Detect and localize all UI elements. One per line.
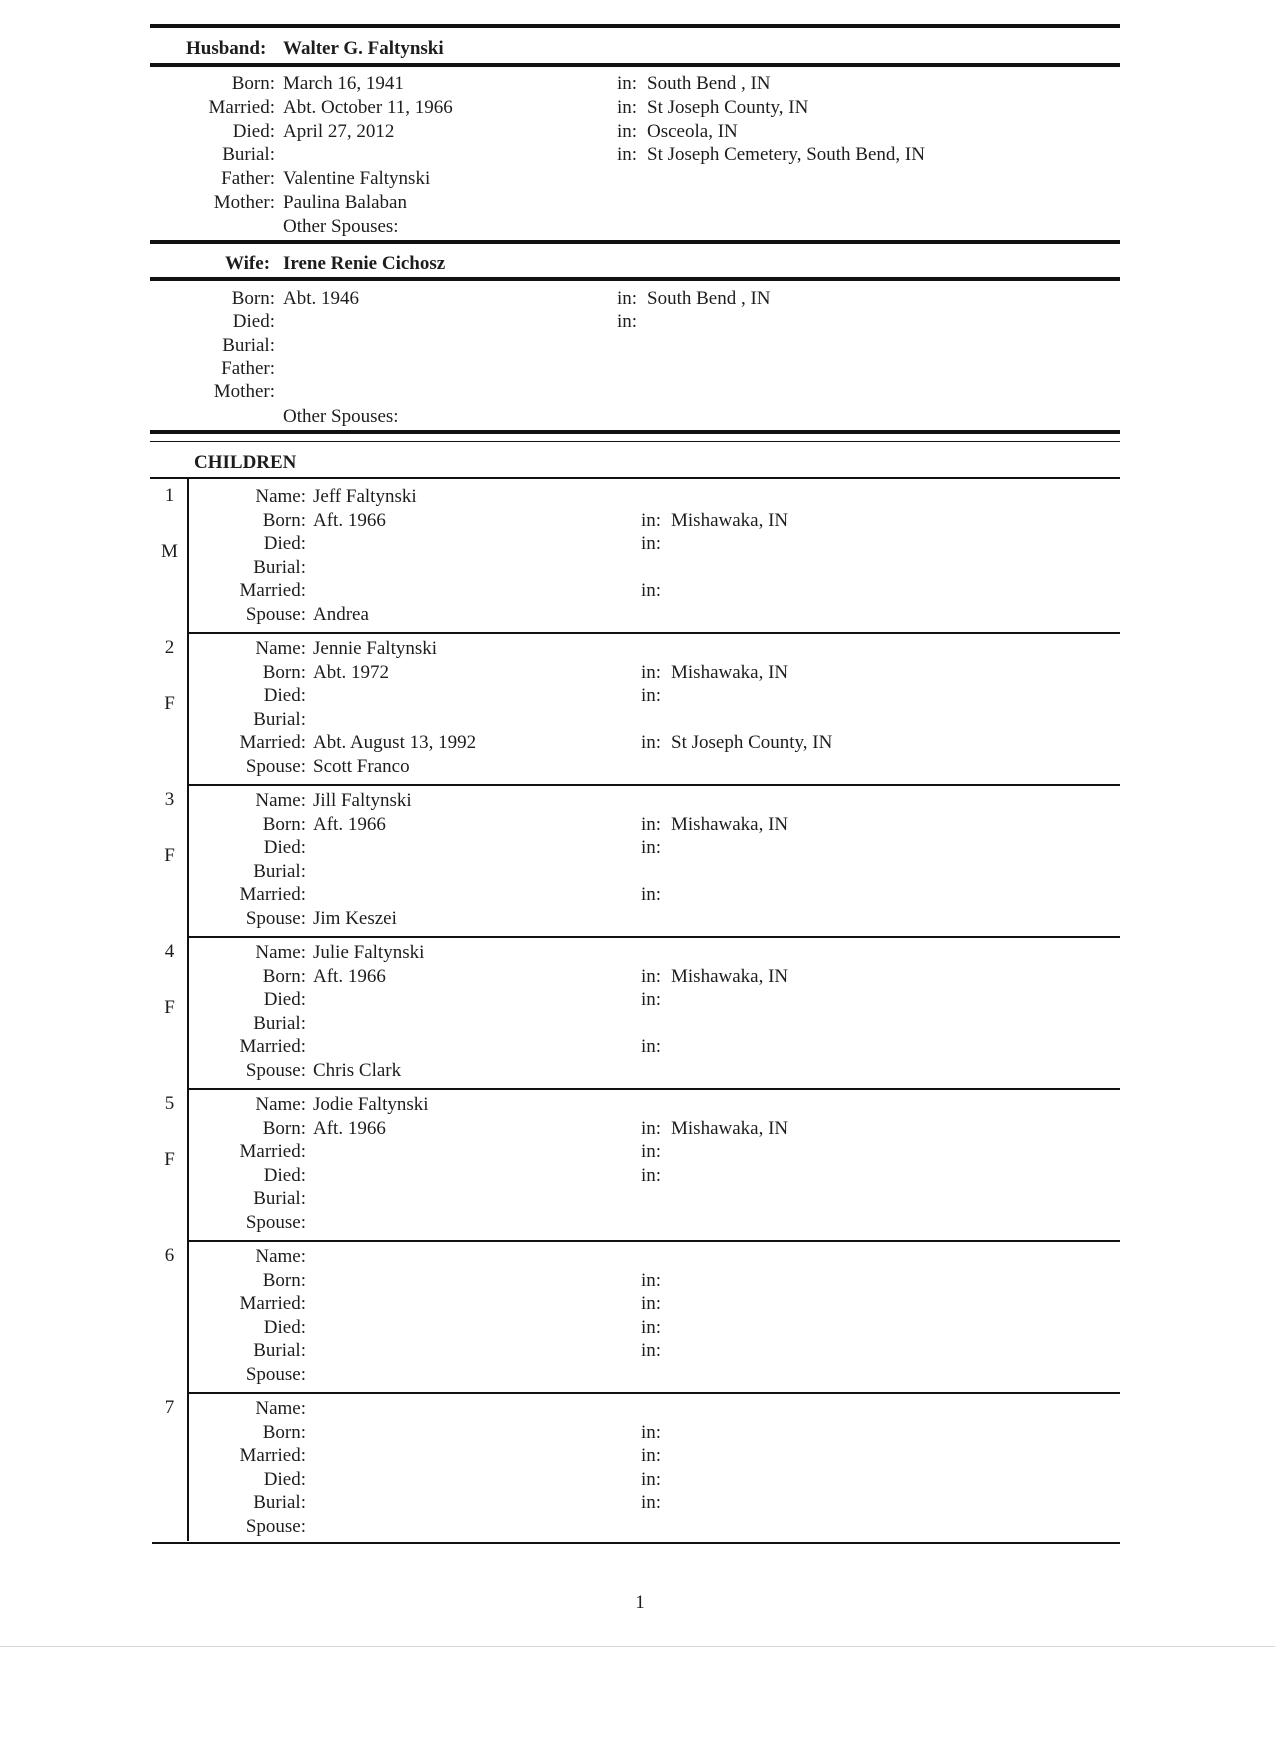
field-label: Born: bbox=[262, 1269, 306, 1291]
field-row bbox=[0, 883, 1275, 906]
location-label: in: bbox=[641, 1141, 662, 1163]
field-row bbox=[0, 755, 1275, 778]
child-sex: F bbox=[164, 997, 175, 1018]
field-row bbox=[0, 637, 1275, 660]
location-label: in: bbox=[641, 837, 662, 859]
location-label: in: bbox=[617, 73, 638, 94]
field-label: Burial: bbox=[253, 1188, 306, 1210]
field-value: Scott Franco bbox=[313, 756, 410, 777]
field-label: Died: bbox=[232, 120, 275, 142]
location-label: in: bbox=[617, 96, 638, 118]
field-value: Paulina Balaban bbox=[283, 192, 407, 213]
field-row bbox=[0, 1164, 1275, 1187]
child-sex: M bbox=[161, 541, 178, 562]
location-value: South Bend , IN bbox=[647, 288, 771, 309]
child-number: 3 bbox=[164, 789, 175, 810]
location-label: in: bbox=[641, 965, 662, 987]
field-label: Died: bbox=[263, 1316, 306, 1338]
location-label: in: bbox=[617, 311, 638, 333]
location-label: in: bbox=[641, 989, 662, 1011]
child-number: 4 bbox=[164, 941, 175, 962]
field-row bbox=[0, 1140, 1275, 1163]
field-label: Burial: bbox=[222, 144, 275, 166]
location-value: South Bend , IN bbox=[647, 73, 771, 94]
field-row bbox=[0, 1316, 1275, 1339]
field-label: Spouse: bbox=[245, 1060, 306, 1081]
location-label: in: bbox=[641, 732, 662, 754]
field-row bbox=[0, 1421, 1275, 1444]
field-label: Name: bbox=[255, 486, 306, 507]
field-label: Name: bbox=[255, 1246, 306, 1267]
field-row bbox=[0, 1339, 1275, 1362]
field-label: Married: bbox=[239, 1141, 306, 1163]
field-value: March 16, 1941 bbox=[283, 73, 404, 94]
field-label: Born: bbox=[262, 509, 306, 531]
child-separator bbox=[188, 1088, 1120, 1090]
field-row bbox=[0, 1292, 1275, 1315]
field-row bbox=[0, 836, 1275, 859]
field-label: Mother: bbox=[213, 192, 275, 213]
field-label: Spouse: bbox=[245, 908, 306, 929]
field-label: Married: bbox=[239, 1036, 306, 1058]
field-row bbox=[0, 1363, 1275, 1386]
field-label: Died: bbox=[263, 1164, 306, 1186]
location-value: Mishawaka, IN bbox=[671, 965, 789, 987]
top-rule bbox=[150, 24, 1120, 28]
field-row bbox=[0, 661, 1275, 684]
location-label: in: bbox=[641, 813, 662, 835]
field-label: Father: bbox=[221, 357, 275, 379]
field-row bbox=[0, 509, 1275, 532]
husband-label: Husband: bbox=[186, 38, 267, 59]
field-label: Married: bbox=[239, 580, 306, 602]
field-row bbox=[0, 731, 1275, 754]
location-value: Mishawaka, IN bbox=[671, 813, 789, 835]
field-label: Spouse: bbox=[245, 1364, 306, 1385]
location-label: in: bbox=[641, 1340, 662, 1362]
location-value: St Joseph County, IN bbox=[671, 732, 833, 754]
wife-header-rule bbox=[150, 277, 1120, 281]
children-top-thin-rule bbox=[150, 441, 1120, 442]
field-row bbox=[0, 907, 1275, 930]
field-label: Spouse: bbox=[245, 1212, 306, 1233]
children-header-rule bbox=[150, 477, 1120, 479]
field-row bbox=[0, 120, 1275, 143]
field-label: Spouse: bbox=[245, 604, 306, 625]
field-label: Name: bbox=[255, 1398, 306, 1419]
location-label: in: bbox=[641, 580, 662, 602]
field-label: Married: bbox=[239, 884, 306, 906]
field-value: Jodie Faltynski bbox=[313, 1094, 429, 1115]
field-value: April 27, 2012 bbox=[283, 120, 395, 142]
field-row bbox=[0, 789, 1275, 812]
field-value: Abt. 1946 bbox=[283, 288, 359, 309]
children-title: CHILDREN bbox=[194, 452, 297, 473]
field-label: Died: bbox=[263, 989, 306, 1011]
field-value: Andrea bbox=[313, 604, 369, 625]
field-label: Born: bbox=[262, 1117, 306, 1139]
location-label: in: bbox=[641, 884, 662, 906]
field-value: Aft. 1966 bbox=[313, 965, 386, 987]
children-top-rule bbox=[150, 430, 1120, 434]
field-label: Mother: bbox=[213, 381, 275, 403]
field-row bbox=[0, 813, 1275, 836]
field-value: Jim Keszei bbox=[313, 908, 397, 929]
child-separator bbox=[188, 1240, 1120, 1242]
wife-top-rule bbox=[150, 240, 1120, 244]
field-label: Spouse: bbox=[245, 756, 306, 777]
field-value: Abt. October 11, 1966 bbox=[283, 96, 453, 118]
location-label: in: bbox=[641, 685, 662, 707]
child-number: 2 bbox=[164, 637, 175, 658]
field-label: Died: bbox=[263, 1468, 306, 1490]
field-row bbox=[0, 988, 1275, 1011]
wife-other-spouses: Other Spouses: bbox=[283, 406, 399, 427]
child-separator bbox=[188, 632, 1120, 634]
location-label: in: bbox=[617, 120, 638, 142]
field-label: Name: bbox=[255, 790, 306, 811]
field-row bbox=[0, 1093, 1275, 1116]
field-label: Married: bbox=[208, 96, 275, 118]
field-label: Born: bbox=[262, 813, 306, 835]
field-row bbox=[0, 1491, 1275, 1514]
field-value: Aft. 1966 bbox=[313, 1117, 386, 1139]
field-label: Born: bbox=[231, 288, 275, 309]
field-row bbox=[0, 708, 1275, 731]
location-label: in: bbox=[641, 1492, 662, 1514]
field-row bbox=[0, 1515, 1275, 1538]
location-label: in: bbox=[641, 1316, 662, 1338]
field-label: Name: bbox=[255, 1094, 306, 1115]
field-label: Burial: bbox=[253, 1492, 306, 1514]
child-separator bbox=[188, 936, 1120, 938]
field-row bbox=[0, 1397, 1275, 1420]
field-value: Valentine Faltynski bbox=[283, 168, 431, 190]
location-value: Mishawaka, IN bbox=[671, 509, 789, 531]
location-value: St Joseph Cemetery, South Bend, IN bbox=[647, 144, 925, 166]
location-label: in: bbox=[641, 533, 662, 555]
field-value: Jill Faltynski bbox=[313, 790, 412, 811]
field-label: Burial: bbox=[253, 1012, 306, 1034]
field-label: Name: bbox=[255, 638, 306, 659]
field-row bbox=[0, 603, 1275, 626]
field-value: Abt. August 13, 1992 bbox=[313, 732, 477, 754]
field-label: Married: bbox=[239, 1293, 306, 1315]
field-value: Chris Clark bbox=[313, 1060, 402, 1081]
location-value: Mishawaka, IN bbox=[671, 1117, 789, 1139]
field-label: Born: bbox=[231, 73, 275, 94]
wife-label: Wife: bbox=[225, 253, 271, 274]
field-row bbox=[0, 310, 1275, 333]
location-label: in: bbox=[617, 288, 638, 309]
field-label: Died: bbox=[263, 533, 306, 555]
field-label: Born: bbox=[262, 661, 306, 683]
field-row bbox=[0, 941, 1275, 964]
field-label: Burial: bbox=[253, 556, 306, 578]
field-row bbox=[0, 1245, 1275, 1268]
field-value: Jeff Faltynski bbox=[313, 486, 417, 507]
child-number: 5 bbox=[164, 1093, 175, 1114]
field-row bbox=[0, 167, 1275, 190]
child-separator bbox=[188, 784, 1120, 786]
location-label: in: bbox=[641, 661, 662, 683]
page-number: 1 bbox=[635, 1592, 645, 1613]
field-row bbox=[0, 556, 1275, 579]
location-label: in: bbox=[641, 1036, 662, 1058]
location-label: in: bbox=[641, 1445, 662, 1467]
child-separator bbox=[188, 1392, 1120, 1394]
husband-other-spouses: Other Spouses: bbox=[283, 216, 399, 237]
field-label: Died: bbox=[232, 311, 275, 333]
field-row bbox=[0, 72, 1275, 95]
husband-name: Walter G. Faltynski bbox=[283, 38, 444, 59]
field-row bbox=[0, 1059, 1275, 1082]
field-label: Spouse: bbox=[245, 1516, 306, 1537]
field-row bbox=[0, 1468, 1275, 1491]
field-row bbox=[0, 1444, 1275, 1467]
field-label: Married: bbox=[239, 1445, 306, 1467]
child-number: 6 bbox=[164, 1245, 175, 1266]
field-value: Abt. 1972 bbox=[313, 661, 389, 683]
field-label: Name: bbox=[255, 942, 306, 963]
field-row bbox=[0, 965, 1275, 988]
location-label: in: bbox=[641, 509, 662, 531]
field-label: Born: bbox=[262, 965, 306, 987]
child-sex: F bbox=[164, 1149, 175, 1170]
field-label: Married: bbox=[239, 732, 306, 754]
scan-edge bbox=[0, 1646, 1275, 1647]
field-label: Burial: bbox=[253, 1340, 306, 1362]
field-row bbox=[0, 684, 1275, 707]
field-row bbox=[0, 334, 1275, 357]
field-row bbox=[0, 579, 1275, 602]
field-row bbox=[0, 1117, 1275, 1140]
field-row bbox=[0, 1269, 1275, 1292]
location-label: in: bbox=[641, 1421, 662, 1443]
field-value: Jennie Faltynski bbox=[313, 638, 438, 659]
field-label: Burial: bbox=[253, 860, 306, 882]
field-row bbox=[0, 357, 1275, 380]
location-value: Osceola, IN bbox=[647, 120, 738, 142]
field-row bbox=[0, 1211, 1275, 1234]
location-value: St Joseph County, IN bbox=[647, 96, 809, 118]
field-label: Died: bbox=[263, 837, 306, 859]
child-number: 1 bbox=[164, 485, 175, 506]
field-label: Born: bbox=[262, 1421, 306, 1443]
field-value: Julie Faltynski bbox=[313, 942, 425, 963]
field-label: Burial: bbox=[253, 708, 306, 730]
location-value: Mishawaka, IN bbox=[671, 661, 789, 683]
field-row bbox=[0, 1035, 1275, 1058]
child-sex: F bbox=[164, 845, 175, 866]
child-separator bbox=[152, 1542, 1120, 1544]
location-label: in: bbox=[641, 1164, 662, 1186]
field-value: Aft. 1966 bbox=[313, 509, 386, 531]
child-sex: F bbox=[164, 693, 175, 714]
field-label: Died: bbox=[263, 685, 306, 707]
field-row bbox=[0, 485, 1275, 508]
field-row bbox=[0, 287, 1275, 310]
child-number: 7 bbox=[164, 1397, 175, 1418]
field-row bbox=[0, 380, 1275, 403]
field-row bbox=[0, 143, 1275, 166]
location-label: in: bbox=[641, 1269, 662, 1291]
field-row bbox=[0, 96, 1275, 119]
wife-name: Irene Renie Cichosz bbox=[283, 253, 446, 274]
field-label: Burial: bbox=[222, 334, 275, 356]
husband-header-rule bbox=[150, 63, 1120, 67]
field-value: Aft. 1966 bbox=[313, 813, 386, 835]
field-label: Father: bbox=[221, 168, 275, 190]
field-row bbox=[0, 1012, 1275, 1035]
field-row bbox=[0, 532, 1275, 555]
field-row bbox=[0, 860, 1275, 883]
field-row bbox=[0, 1187, 1275, 1210]
location-label: in: bbox=[617, 144, 638, 166]
location-label: in: bbox=[641, 1293, 662, 1315]
field-row bbox=[0, 191, 1275, 214]
location-label: in: bbox=[641, 1468, 662, 1490]
location-label: in: bbox=[641, 1117, 662, 1139]
